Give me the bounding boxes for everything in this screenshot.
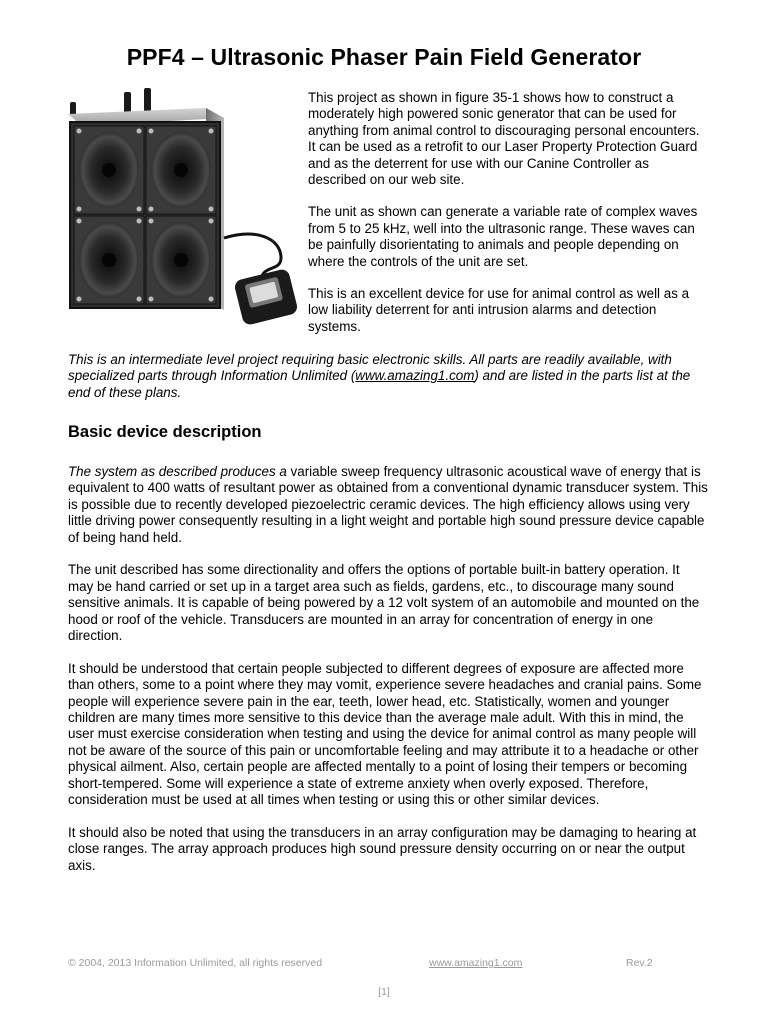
power-adapter <box>233 268 298 326</box>
paragraph-rest: variable sweep frequency ultrasonic acoustical wave of energy that is equivalent to 400 watts of resultant power as obtained from a conventional dynamic transducer system. This is possible due to recently developed piezoelectric ceramic devices. The high efficiency allows using very little driving power consequently resulting in a light weight and portable high sound pressure device capable of being hand held. <box>68 464 708 545</box>
italic-lead: The system as described produces a <box>68 464 287 479</box>
power-cable <box>224 234 281 276</box>
copyright-notice: © 2004, 2013 Information Unlimited, all rights reserved <box>68 957 323 969</box>
website-link[interactable]: www.amazing1.com <box>355 368 475 384</box>
section-heading: Basic device description <box>68 423 262 441</box>
device-photo <box>66 88 298 330</box>
body-paragraph: The unit described has some directionality and offers the options of portable built-in battery operation. It may be hand carried or set up in a target area such as fields, gardens, etc., to discourage many sound sensitive animals. It is capable of being powered by a 12 volt system of an automobile and mounted on the hood or roof of the vehicle. Transducers are mounted in an array for concentration of energy in one direction. <box>68 562 700 644</box>
page-footer <box>68 957 708 973</box>
body-paragraph: It should be understood that certain people subjected to different degrees of exposure are affected more than others, some to a point where they may vomit, experience severe headaches and cranial pains. Some people will experience severe pain in the ear, teeth, lower head, etc. Statistically, women and younger children are many times more sensitive to this device than the average male adult. With this in mind, the user must exercise consideration when testing and using the device for animal control as many people will not be aware of the source of this pain or uncomfortable feeling and may attribute it to a headache or other physical ailment. Also, certain people are affected mentally to a point of losing their tempers or becoming short-tempered. Some will experience a state of extreme anxiety when overly exposed. Therefore, consideration must be used at all times when testing or using this or other similar devices. <box>68 660 702 808</box>
body-paragraph: It should also be noted that using the transducers in an array configuration may be damaging to hearing at close ranges. The array approach produces high sound pressure density occurring on or near the output axis. <box>68 824 697 873</box>
body-text <box>68 464 708 891</box>
document-title: PPF4 – Ultrasonic Phaser Pain Field Generator <box>126 44 642 70</box>
footer-website-link[interactable]: www.amazing1.com <box>429 957 523 969</box>
body-paragraph <box>68 464 708 546</box>
skill-level-note <box>68 352 708 401</box>
revision-label: Rev.2 <box>626 957 653 969</box>
note-text: This is an intermediate level project requiring basic electronic skills. All parts are readily available, with specialized parts through Information Unlimited ( <box>68 352 672 384</box>
intro-paragraph: This is an excellent device for use for animal control as well as a low liability deterrent for anti intrusion alarms and detection systems. <box>308 286 690 334</box>
note-text: ) and are listed in the parts list at the end of these plans. <box>68 368 691 400</box>
intro-paragraph: This project as shown in figure 35-1 shows how to construct a moderately high powered sonic generator that can be used for anything from animal control to discouraging personal encounters. It can be used as a retrofit to our Laser Property Protection Guard and as the deterrent for use with our Canine Controller as described on our web site. <box>308 90 700 188</box>
antenna <box>144 88 151 114</box>
antenna <box>124 92 131 114</box>
page-number: [1] <box>378 986 390 998</box>
intro-paragraph: The unit as shown can generate a variable rate of complex waves from 5 to 25 kHz, well into the ultrasonic range. These waves can be painfully disorientating to animals and people depending on where the controls of the unit are set. <box>308 204 698 269</box>
intro-text <box>308 90 708 351</box>
